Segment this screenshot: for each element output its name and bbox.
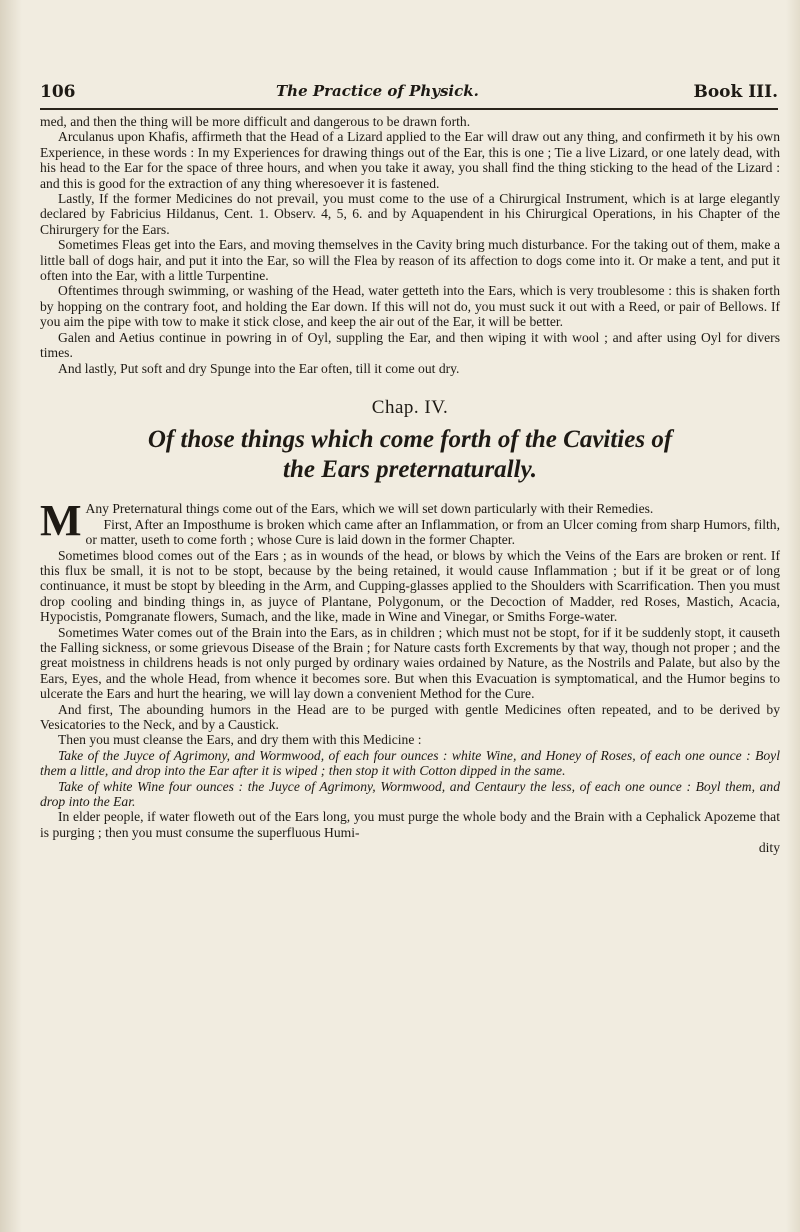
page-body — [40, 114, 780, 856]
paragraph: In elder people, if water floweth out of the Ears long, you must purge the whole body and the Brain with a Cephalick Apozeme that is purging ; then you must consume the superfluous Humi- — [40, 809, 780, 840]
catchword: dity — [758, 840, 780, 856]
recipe-paragraph: Take of white Wine four ounces : the Juyce of Agrimony, Wormwood, and Centaury the less, of each one ounce : Boyl them, and drop into the Ear. — [40, 778, 780, 810]
chapter-heading — [40, 425, 780, 485]
paragraph: Lastly, If the former Medicines do not prevail, you must come to the use of a Chirurgical Instrument, which is at large elegantly declared by Fabricius Hildanus, Cent. 1. Observ. 4, 5, 6. and by Aquapendent in his Chirurgical Operations, in his Chapter of the Chirurgery for the Ears. — [40, 191, 780, 237]
paragraph: Galen and Aetius continue in powring in of Oyl, suppling the Ear, and then wiping it with wool ; and after using Oyl for divers times. — [40, 329, 780, 361]
paragraph: First, After an Imposthume is broken which came after an Inflammation, or from an Ulcer coming from sharp Humors, filth, or matter, useth to come forth ; whose Cure is laid down in the former Chapter. — [85, 516, 780, 548]
paragraph: And lastly, Put soft and dry Spunge into the Ear often, till it come out dry. — [58, 360, 460, 376]
book-label: Book III. — [693, 82, 778, 102]
chapter-heading-line: the Ears preternaturally. — [283, 456, 537, 484]
paragraph: Sometimes blood comes out of the Ears ; as in wounds of the head, or blows by which the Veins of the Ears are broken or rent. If this flux be small, it is not to be stopt, because by the being retained, it would cause Inflammation ; but if it be great or of long continuance, it must be stopt by bleeding in the Arm, and Cupping-glasses applied to the Shoulders with Scarrification. Then you must drop cooling and binding things in, as juyce of Plantane, Polygonum, or the Decoction of Madder, red Roses, Mastich, Acacia, Hypocistis, Pomgranate flowers, Sumach, and the like, made in Wine and Vinegar, or Smiths Forge-water. — [40, 547, 780, 625]
paragraph: Arculanus upon Khafis, affirmeth that the Head of a Lizard applied to the Ear will draw out any thing, and confirmeth it by his own Experience, in these words : In my Experiences for drawing things out of the Ear, this is one ; Tie a live Lizard, or one lately dead, with his head to the Ear for the space of three hours, and when you take it away, you shall find the thing sticking to the head of the Lizard : and this is good for the extraction of any thing wheresoever it is fastened. — [40, 129, 780, 191]
page-edge — [786, 0, 800, 1232]
paragraph: Then you must cleanse the Ears, and dry them with this Medicine : — [58, 732, 422, 748]
paragraph: And first, The abounding humors in the Head are to be purged with gentle Medicines often repeated, and to be derived by Vesicatories to the Neck, and by a Caustick. — [40, 701, 780, 732]
chapter-heading-line: Of those things which come forth of the Cavities of — [147, 426, 673, 454]
paragraph: Sometimes Water comes out of the Brain into the Ears, as in children ; which must not be stopt, for if it be suddenly stopt, it causeth the Falling sickness, or some grievous Disease of the Brain ; for Nature casts forth Excrements by that way, though not proper ; and the great moistness in childrens heads is not only purged by ordinary waies ordained by Nature, as the Nostrils and Palate, but also by the Ears, Eyes, and the whole Head, from whence it becomes sore. But when this Evacuation is symptomatical, and the Humor begins to ulcerate the Ears and hurt the hearing, we will lay down a convenient Method for the Cure. — [40, 624, 780, 702]
running-title: The Practice of Physick. — [276, 82, 479, 100]
paragraph: Oftentimes through swimming, or washing of the Head, water getteth into the Ears, which is very troublesome : this is shaken forth by hopping on the contrary foot, and holding the Ear down. If this will not do, you must suck it out with a Reed, or pair of Bellows. If you aim the pipe with tow to make it stick close, and keep the air out of the Ear, it will be better. — [40, 283, 780, 330]
running-header — [40, 80, 778, 110]
drop-cap: M — [40, 496, 82, 546]
paragraph: Sometimes Fleas get into the Ears, and moving themselves in the Cavity bring much disturbance. For the taking out of them, make a little ball of dogs hair, and put it into the Ear, so will the Flea by reason of its affection to dogs come into it. Or make a tent, and put it often into the Ear, with a little Turpentine. — [40, 237, 780, 284]
paragraph-text: Any Preternatural things come out of the Ears, which we will set down particularly with their Remedies. — [85, 501, 654, 517]
chapter-label: Chap. IV. — [371, 396, 449, 418]
recipe-paragraph: Take of the Juyce of Agrimony, and Wormwood, of each four ounces : white Wine, and Honey of Roses, of each one ounce : Boyl them a little, and drop into the Ear after it is wiped ; then stop it with Cotton dipped in the same. — [40, 747, 780, 779]
paragraph: med, and then the thing will be more difficult and dangerous to be drawn forth. — [40, 114, 471, 129]
page-number: 106 — [40, 82, 76, 102]
page-gutter — [0, 0, 22, 1232]
